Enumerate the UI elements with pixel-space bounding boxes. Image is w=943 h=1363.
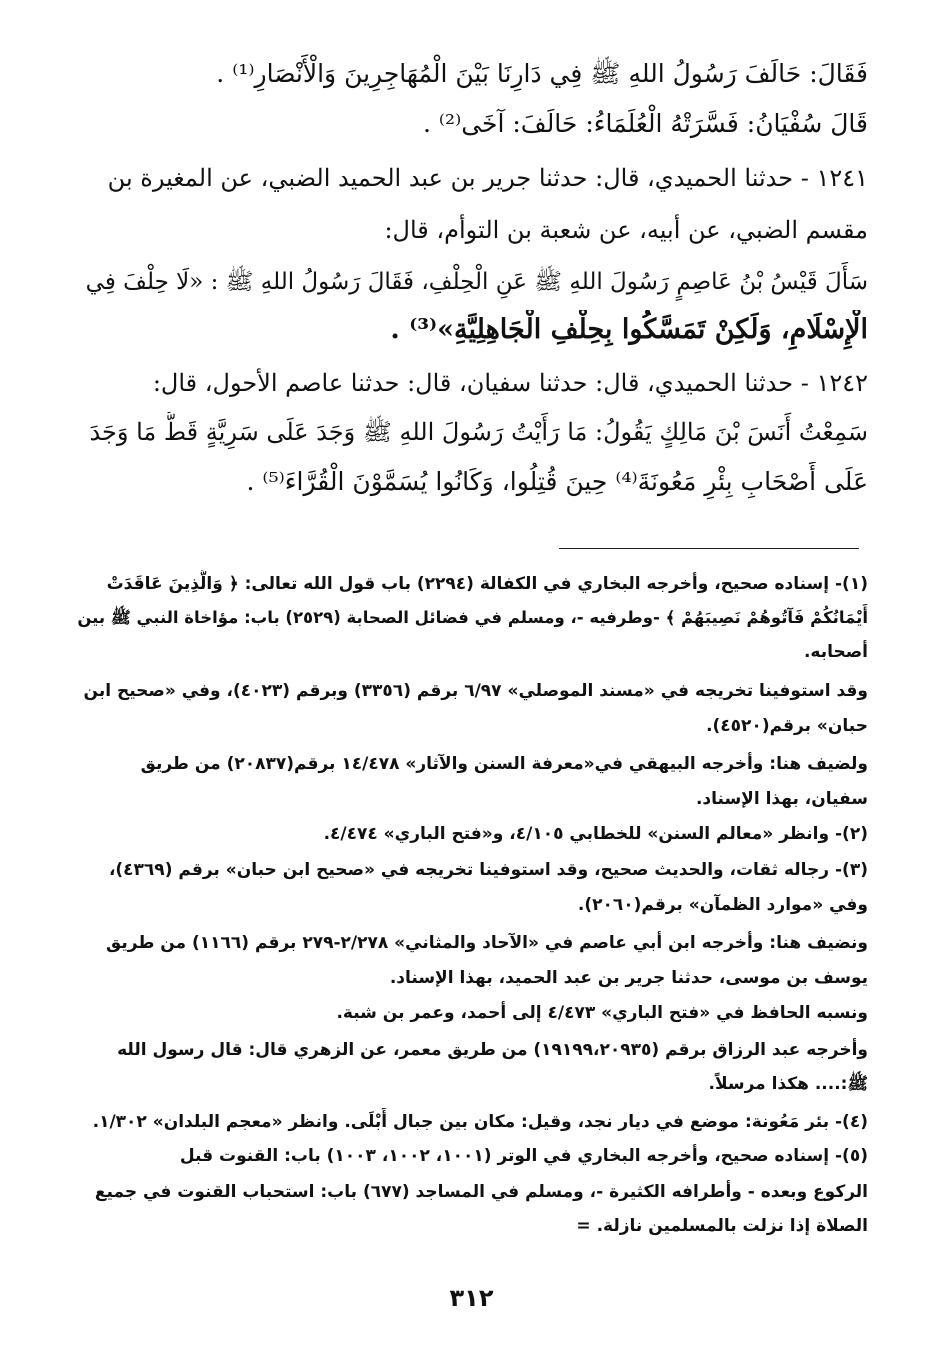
body-line: فَقَالَ: حَالَفَ رَسُولُ اللهِ ﷺ فِي دَارِنَا بَيْنَ الْمُهَاجِرِينَ وَالْأَنْصَارِ⁽¹⁾ . [216, 59, 868, 88]
prophetic-saying: الْإِسْلَامِ، وَلَكِنْ تَمَسَّكُوا بِحِلْفِ الْجَاهِلِيَّةِ»⁽³⁾ . [390, 314, 868, 345]
footnote-line: (٤)- بئر مَعُونة: موضع في ديار نجد، وقيل: مكان بين جبال أَبْلَى. وانظر «معجم البلدان» ١/٣٠٢. [92, 1112, 868, 1132]
footnote-line: وفي «موارد الظمآن» برقم(٢٠٦٠). [577, 895, 868, 915]
footnote-line: أصحابه. [803, 642, 868, 662]
footnote-separator [559, 548, 859, 549]
footnote-line: أَيْمَانُكُمْ فَآتُوهُمْ نَصِيبَهُمْ ﴾ -وطرفيه -، ومسلم في فضائل الصحابة (٢٥٢٩) باب: مؤاخاة النبي ﷺ بين [77, 608, 868, 627]
body-line: عَلَى أَصْحَابِ بِئْرِ مَعُونَةَ⁽⁴⁾ حِينَ قُتِلُوا، وَكَانُوا يُسَمَّوْنَ الْقُرَّاءَ⁽⁵⁾ . [246, 467, 868, 496]
footnote-line: الركوع وبعده - وأطرافه الكثيرة -، ومسلم في المساجد (٦٧٧) باب: استحباب القنوت في جميع [94, 1182, 868, 1202]
body-line: سَأَلَ قَيْسُ بْنُ عَاصِمٍ رَسُولَ اللهِ ﷺ عَنِ الْحِلْفِ، فَقَالَ رَسُولُ اللهِ ﷺ : «لَا حِلْفَ فِي [85, 269, 868, 295]
footnote-line: سفيان، بهذا الإسناد. [695, 789, 868, 809]
footnote-line: وقد استوفينا تخريجه في «مسند الموصلي» ٦/٩٧ برقم (٣٣٥٦) وبرقم (٤٠٢٣)، وفي «صحيح ابن [83, 681, 868, 701]
footnote-line: حبان» برقم(٤٥٢٠). [706, 716, 868, 736]
page-number: ٣١٢ [449, 1284, 494, 1312]
footnote-line: (١)- إسناده صحيح، وأخرجه البخاري في الكفالة (٢٢٩٤) باب قول الله تعالى: ﴿ وَالَّذِينَ عَاقَدَتْ [106, 574, 868, 594]
body-line: قَالَ سُفْيَانُ: فَسَّرَتْهُ الْعُلَمَاءُ: حَالَفَ: آخَى⁽²⁾ . [422, 109, 868, 138]
body-line: ١٢٤١ - حدثنا الحميدي، قال: حدثنا جرير بن عبد الحميد الضبي، عن المغيرة بن [107, 164, 868, 192]
footnote-line: الصلاة إذا نزلت بالمسلمين نازلة. = [576, 1216, 868, 1236]
body-line: مقسم الضبي، عن أبيه، عن شعبة بن التوأم، قال: [384, 216, 868, 244]
footnote-line: ونسبه الحافظ في «فتح الباري» ٤/٤٧٣ إلى أحمد، وعمر بن شبة. [336, 1003, 868, 1023]
footnote-line: ﷺ:.... هكذا مرسلاً. [708, 1074, 868, 1094]
body-line: سَمِعْتُ أَنَسَ بْنَ مَالِكٍ يَقُولُ: مَا رَأَيْتُ رَسُولَ اللهِ ﷺ وَجَدَ عَلَى سَرِيَّةٍ قَطُّ مَا وَجَدَ [89, 418, 868, 446]
footnote-line: (٢)- وانظر «معالم السنن» للخطابي ٤/١٠٥، و«فتح الباري» ٤/٤٧٤. [323, 824, 868, 844]
footnote-line: (٥)- إسناده صحيح، وأخرجه البخاري في الوتر (١٠٠١، ١٠٠٢، ١٠٠٣) باب: القنوت قبل [179, 1146, 868, 1166]
footnote-line: يوسف بن موسى، حدثنا جرير بن عبد الحميد، بهذا الإسناد. [389, 968, 868, 988]
body-line: ١٢٤٢ - حدثنا الحميدي، قال: حدثنا سفيان، قال: حدثنا عاصم الأحول، قال: [152, 369, 868, 397]
footnote-line: ولضيف هنا: وأخرجه البيهقي في«معرفة السنن والآثار» ١٤/٤٧٨ برقم(٢٠٨٣٧) من طريق [140, 754, 868, 774]
footnote-line: (٣)- رجاله ثقات، والحديث صحيح، وقد استوفينا تخريجه في «صحيح ابن حبان» برقم (٤٣٦٩)، [108, 860, 868, 880]
footnote-line: ونضيف هنا: وأخرجه ابن أبي عاصم في «الآحاد والمثاني» ٢/٢٧٨-٢٧٩ برقم (١١٦٦) من طريق [106, 933, 868, 953]
footnote-line: وأخرجه عبد الرزاق برقم (١٩١٩٩،٢٠٩٣٥) من طريق معمر، عن الزهري قال: قال رسول الله [117, 1040, 868, 1060]
